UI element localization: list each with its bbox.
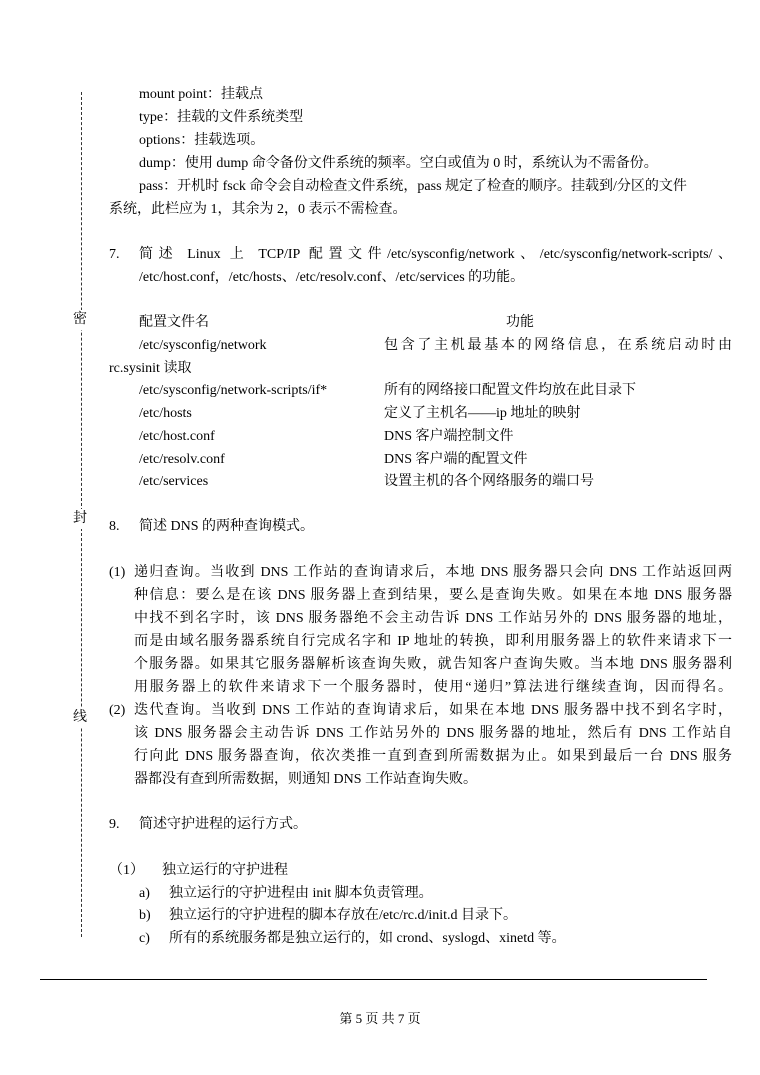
question-7-number: 7. xyxy=(109,247,120,262)
config-file-name: /etc/hosts xyxy=(139,406,192,421)
table-header-function: 功能 xyxy=(506,315,534,330)
margin-char-feng: 封 xyxy=(73,509,87,529)
config-file-function-cont: rc.sysinit 读取 xyxy=(109,361,192,376)
point-label: c) xyxy=(139,931,150,946)
list-item-text: 种信息：要么是在该 DNS 服务器上查到结果，要么是查询失败。如果在本地 DNS 服务器 xyxy=(134,588,732,603)
config-file-function: DNS 客户端的配置文件 xyxy=(384,452,528,467)
list-item-text: 器都没有查到所需数据，则通知 DNS 工作站查询失败。 xyxy=(134,772,478,787)
table-header-file: 配置文件名 xyxy=(139,315,209,330)
config-file-function: 包含了主机最基本的网络信息，在系统启动时由 xyxy=(384,338,732,353)
footer-rule xyxy=(40,979,707,980)
config-file-name: /etc/sysconfig/network-scripts/if* xyxy=(139,383,328,398)
point-text: 独立运行的守护进程的脚本存放在/etc/rc.d/init.d 目录下。 xyxy=(169,908,518,923)
question-9-title: 简述守护进程的运行方式。 xyxy=(139,817,307,832)
fstab-field-pass: pass：开机时 fsck 命令会自动检查文件系统，pass 规定了检查的顺序。挂载到/分区的文件 xyxy=(139,179,687,194)
question-7-line-1: 简述 Linux 上 TCP/IP 配置文件/etc/sysconfig/network、/etc/sysconfig/network-scripts/、 xyxy=(139,247,732,262)
list-item-text: 中找不到名字时，该 DNS 服务器绝不会主动告诉 DNS 工作站另外的 DNS 服务器的地址， xyxy=(134,611,732,626)
question-8-title: 简述 DNS 的两种查询模式。 xyxy=(139,519,315,534)
margin-char-xian: 线 xyxy=(73,708,87,728)
config-file-name: /etc/services xyxy=(139,474,209,489)
fstab-field-dump: dump：使用 dump 命令备份文件系统的频率。空白或值为 0 时，系统认为不需备份。 xyxy=(139,156,658,171)
fstab-field-mount-point: mount point：挂载点 xyxy=(139,87,264,102)
point-text: 独立运行的守护进程由 init 脚本负责管理。 xyxy=(169,886,433,901)
list-item-label: (2) xyxy=(109,703,126,718)
config-file-function: 定义了主机名——ip 地址的映射 xyxy=(384,406,581,421)
list-item-text: 递归查询。当收到 DNS 工作站的查询请求后，本地 DNS 服务器只会向 DNS 工作站返回两 xyxy=(134,565,732,580)
config-file-name: /etc/sysconfig/network xyxy=(139,338,267,353)
question-9-number: 9. xyxy=(109,817,120,832)
question-7-line-2: /etc/host.conf，/etc/hosts、/etc/resolv.conf、/etc/services 的功能。 xyxy=(139,270,525,285)
fstab-field-type: type：挂载的文件系统类型 xyxy=(139,110,304,125)
config-file-function: 所有的网络接口配置文件均放在此目录下 xyxy=(384,383,636,398)
config-file-name: /etc/host.conf xyxy=(139,429,215,444)
point-label: b) xyxy=(139,908,151,923)
list-item-text: 该 DNS 服务器会主动告诉 DNS 工作站另外的 DNS 服务器的地址，然后有 DNS 工作站自 xyxy=(134,726,732,741)
margin-char-mi: 密 xyxy=(73,310,87,330)
config-file-name: /etc/resolv.conf xyxy=(139,452,225,467)
question-8-number: 8. xyxy=(109,519,120,534)
fstab-field-pass-cont: 系统，此栏应为 1，其余为 2，0 表示不需检查。 xyxy=(109,202,407,217)
fstab-field-options: options：挂载选项。 xyxy=(139,133,265,148)
list-item-text: 行向此 DNS 服务器查询，依次类推一直到查到所需数据为止。如果到最后一台 DNS 服务 xyxy=(134,749,732,764)
point-text: 所有的系统服务都是独立运行的，如 crond、syslogd、xinetd 等。 xyxy=(169,931,566,946)
config-file-function: DNS 客户端控制文件 xyxy=(384,429,514,444)
config-file-function: 设置主机的各个网络服务的端口号 xyxy=(384,474,594,489)
list-item-text: 用服务器上的软件来请求下一个服务器时，使用“递归”算法进行继续查询，因而得名。 xyxy=(134,680,732,695)
list-item-text: 个服务器。如果其它服务器解析该查询失败，就告知客户查询失败。当本地 DNS 服务器利 xyxy=(134,657,732,672)
list-item-text: 迭代查询。当收到 DNS 工作站的查询请求后，如果在本地 DNS 服务器中找不到名字时， xyxy=(134,703,732,718)
subsection-title: 独立运行的守护进程 xyxy=(162,863,288,878)
list-item-text: 而是由域名服务器系统自行完成名字和 IP 地址的转换，即利用服务器上的软件来请求下一 xyxy=(134,634,732,649)
point-label: a) xyxy=(139,886,150,901)
list-item-label: (1) xyxy=(109,565,126,580)
subsection-label: （1） xyxy=(109,863,144,878)
page-number: 第 5 页 共 7 页 xyxy=(339,1011,421,1026)
